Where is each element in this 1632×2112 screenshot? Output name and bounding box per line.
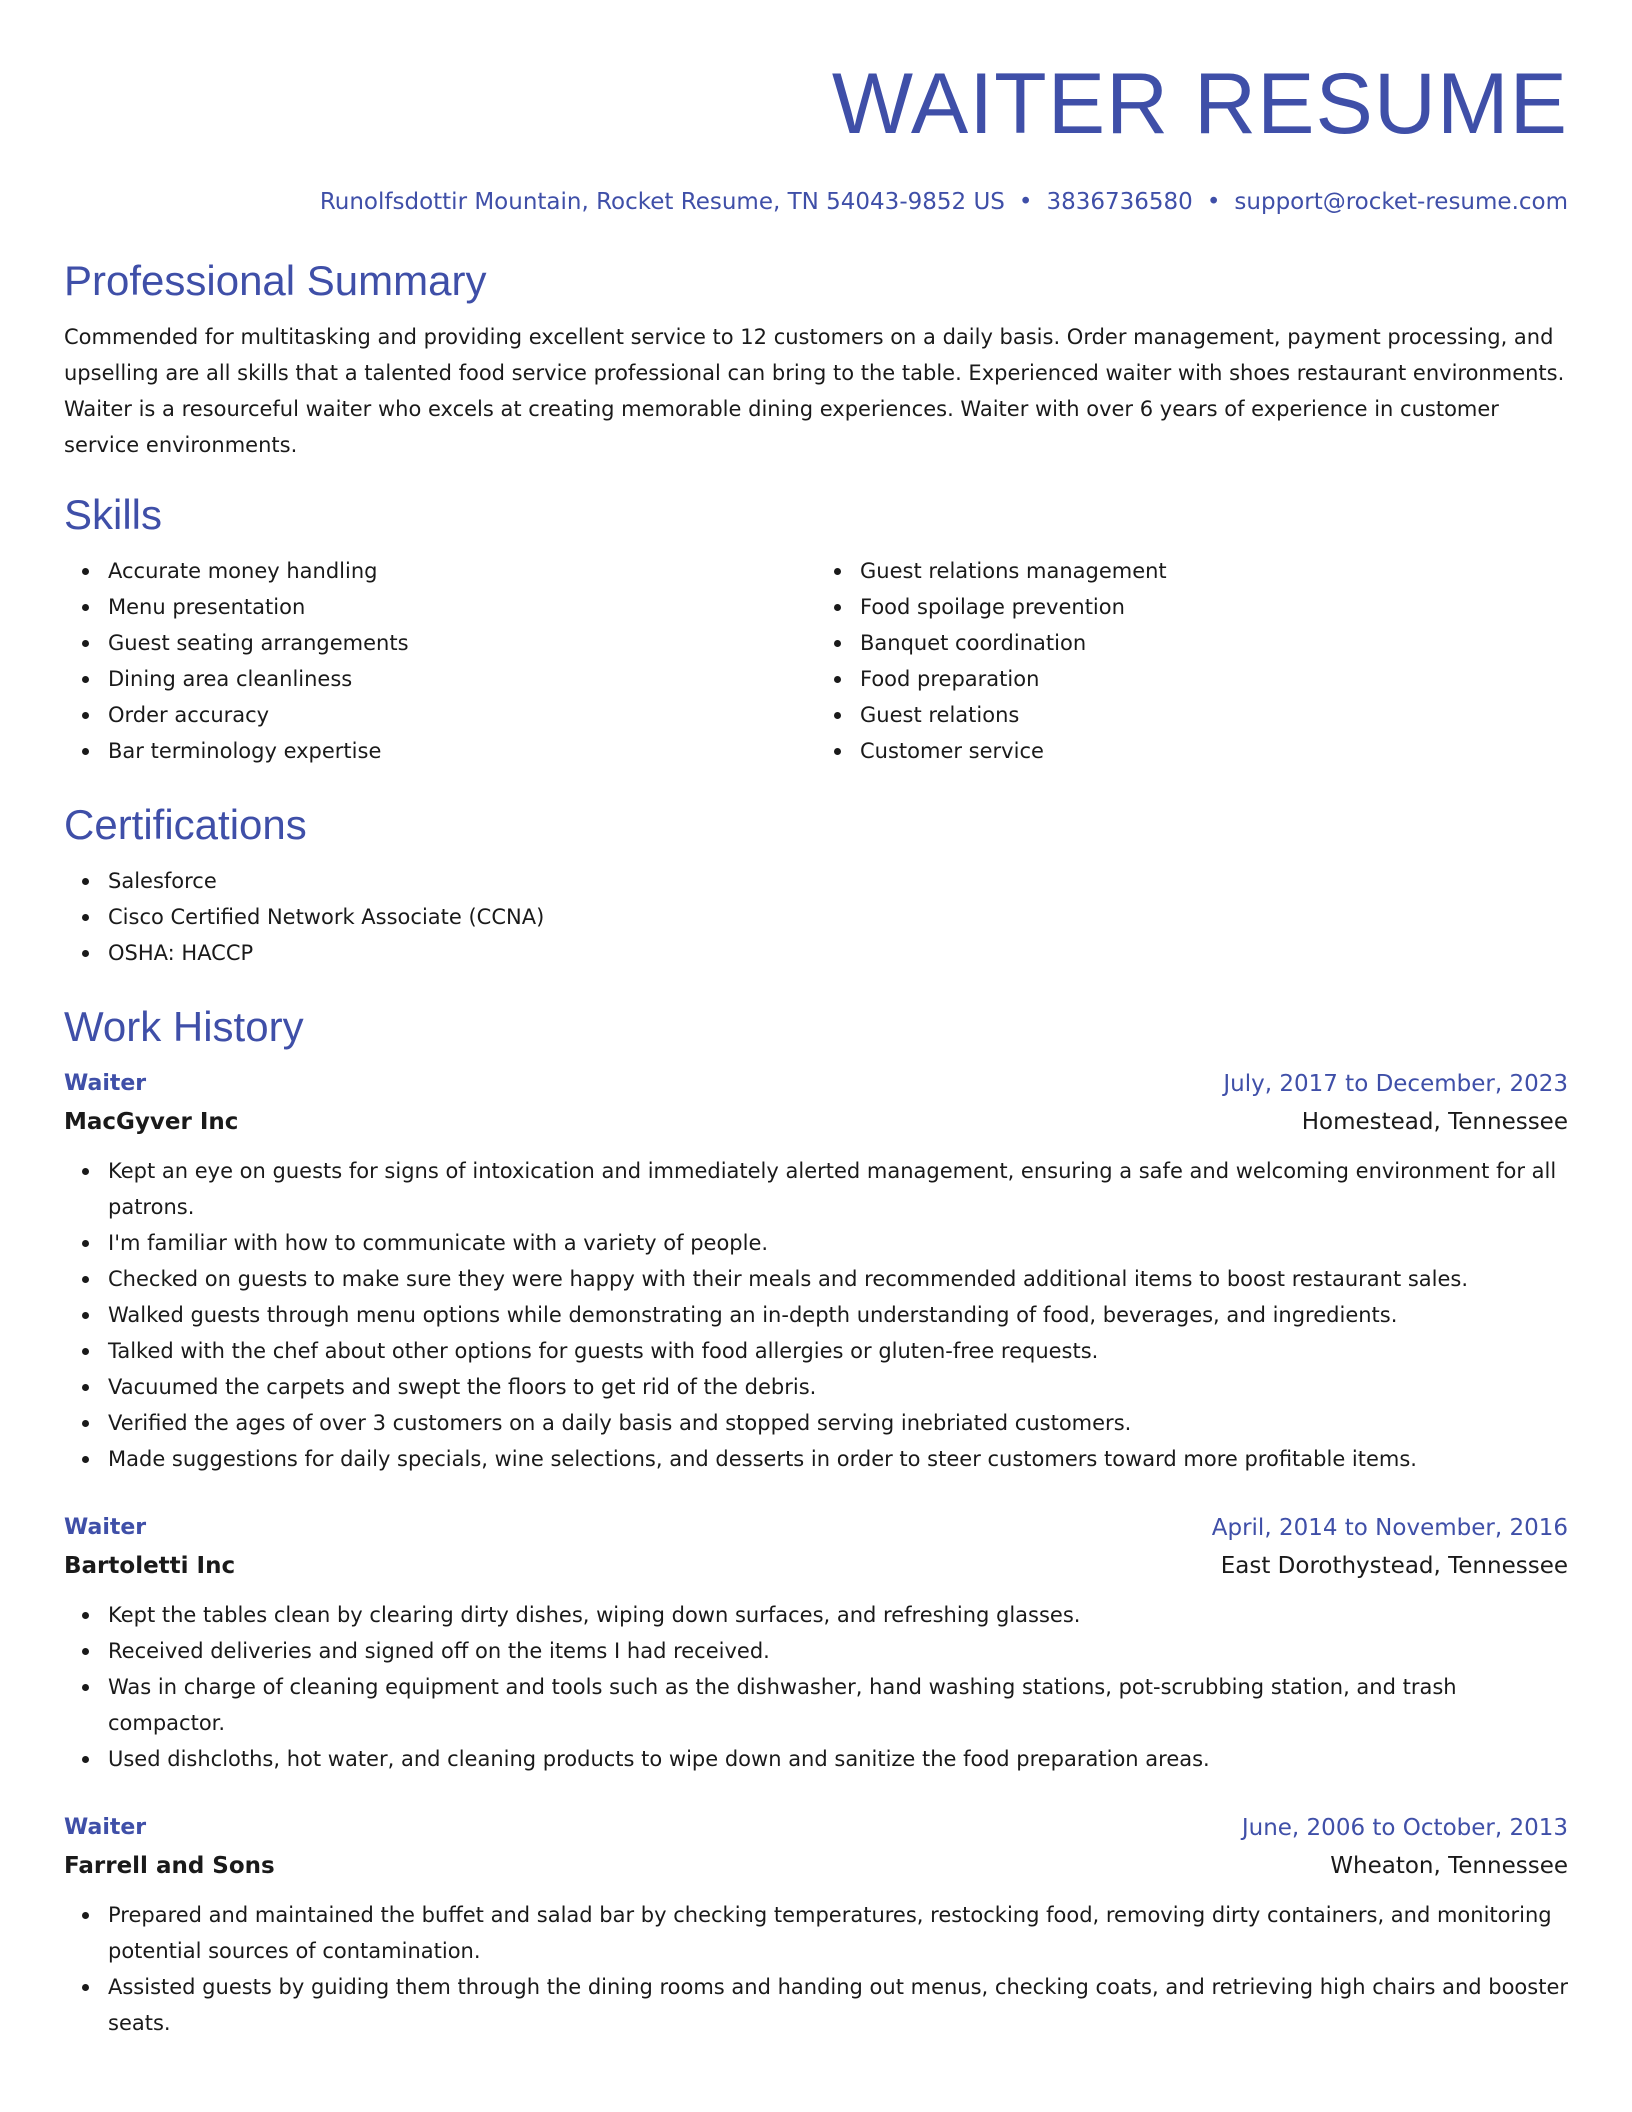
job-company-row bbox=[64, 1103, 1568, 1141]
skill-item: Guest relations bbox=[860, 697, 1568, 733]
skill-item: Food spoilage prevention bbox=[860, 589, 1568, 625]
job-header-row bbox=[64, 1509, 1568, 1547]
skills-list-right bbox=[816, 553, 1568, 769]
work-history-heading: Work History bbox=[64, 1003, 304, 1050]
summary-text: Commended for multitasking and providing excellent service to 12 customers on a daily basis. Order management, payment processing, and upselling are all skills that a talented food service professional can bring to the table. Experienced waiter with shoes restaurant environments. Waiter is a resourceful waiter who excels at creating memorable dining experiences. Waiter with over 6 years of experience in customer service environments. bbox=[64, 325, 1565, 457]
skill-item: Bar terminology expertise bbox=[108, 733, 816, 769]
job-dates: June, 2006 to October, 2013 bbox=[1241, 1815, 1568, 1841]
skill-item: Dining area cleanliness bbox=[108, 661, 816, 697]
job-header-row bbox=[64, 1809, 1568, 1847]
job-bullet: Received deliveries and signed off on the items I had received. bbox=[108, 1633, 1568, 1669]
resume-page bbox=[64, 0, 1568, 2041]
skill-item: Accurate money handling bbox=[108, 553, 816, 589]
skill-item: Customer service bbox=[860, 733, 1568, 769]
job-bullet: Checked on guests to make sure they were happy with their meals and recommended additional items to boost restaurant sales. bbox=[108, 1261, 1568, 1297]
separator-dot: • bbox=[1018, 189, 1033, 215]
certifications-heading: Certifications bbox=[64, 801, 307, 848]
skill-item: Menu presentation bbox=[108, 589, 816, 625]
email-link[interactable]: support@rocket-resume.com bbox=[1234, 189, 1568, 215]
job-company-row bbox=[64, 1847, 1568, 1885]
job-entry bbox=[64, 1509, 1568, 1777]
skill-item: Food preparation bbox=[860, 661, 1568, 697]
job-location: Wheaton, Tennessee bbox=[1330, 1853, 1568, 1879]
job-bullet: Talked with the chef about other options for guests with food allergies or gluten-free requests. bbox=[108, 1333, 1568, 1369]
job-bullet: Prepared and maintained the buffet and salad bar by checking temperatures, restocking food, removing dirty containers, and monitoring potential sources of contamination. bbox=[108, 1897, 1568, 1969]
job-company: MacGyver Inc bbox=[64, 1109, 239, 1135]
job-entry bbox=[64, 1809, 1568, 2041]
job-bullets bbox=[64, 1153, 1568, 1477]
job-location: East Dorothystead, Tennessee bbox=[1220, 1553, 1568, 1579]
job-company: Farrell and Sons bbox=[64, 1853, 275, 1879]
job-title: Waiter bbox=[64, 1071, 147, 1096]
job-bullets bbox=[64, 1597, 1568, 1777]
job-dates: July, 2017 to December, 2023 bbox=[1223, 1071, 1568, 1097]
job-bullet: Used dishcloths, hot water, and cleaning products to wipe down and sanitize the food preparation areas. bbox=[108, 1741, 1568, 1777]
job-bullet: I'm familiar with how to communicate with a variety of people. bbox=[108, 1225, 1568, 1261]
certification-item: OSHA: HACCP bbox=[108, 935, 1568, 971]
job-company: Bartoletti Inc bbox=[64, 1553, 236, 1579]
skill-item: Banquet coordination bbox=[860, 625, 1568, 661]
contact-line bbox=[64, 187, 1568, 217]
skill-item: Guest seating arrangements bbox=[108, 625, 816, 661]
job-dates: April, 2014 to November, 2016 bbox=[1211, 1515, 1568, 1541]
job-bullet: Kept an eye on guests for signs of intoxication and immediately alerted management, ensuring a safe and welcoming environment for all patrons. bbox=[108, 1153, 1568, 1225]
job-bullet: Walked guests through menu options while demonstrating an in-depth understanding of food, beverages, and ingredients. bbox=[108, 1297, 1568, 1333]
separator-dot: • bbox=[1206, 189, 1221, 215]
certification-item: Cisco Certified Network Associate (CCNA) bbox=[108, 899, 1568, 935]
job-entry bbox=[64, 1065, 1568, 1477]
job-bullet: Verified the ages of over 3 customers on a daily basis and stopped serving inebriated customers. bbox=[108, 1405, 1568, 1441]
certification-item: Salesforce bbox=[108, 863, 1568, 899]
job-bullet: Assisted guests by guiding them through the dining rooms and handing out menus, checking coats, and retrieving high chairs and booster seats. bbox=[108, 1969, 1568, 2041]
job-title: Waiter bbox=[64, 1515, 147, 1540]
job-bullet: Was in charge of cleaning equipment and tools such as the dishwasher, hand washing stations, pot-scrubbing station, and trash compactor. bbox=[108, 1669, 1568, 1741]
job-location: Homestead, Tennessee bbox=[1301, 1109, 1568, 1135]
skills-columns bbox=[64, 553, 1568, 769]
job-company-row bbox=[64, 1547, 1568, 1585]
job-header-row bbox=[64, 1065, 1568, 1103]
job-bullet: Vacuumed the carpets and swept the floors to get rid of the debris. bbox=[108, 1369, 1568, 1405]
phone-text: 3836736580 bbox=[1046, 189, 1193, 215]
job-bullets bbox=[64, 1897, 1568, 2041]
job-bullet: Made suggestions for daily specials, wine selections, and desserts in order to steer customers toward more profitable items. bbox=[108, 1441, 1568, 1477]
job-title: Waiter bbox=[64, 1815, 147, 1840]
job-bullet: Kept the tables clean by clearing dirty dishes, wiping down surfaces, and refreshing glasses. bbox=[108, 1597, 1568, 1633]
address-text: Runolfsdottir Mountain, Rocket Resume, TN 54043-9852 US bbox=[319, 189, 1005, 215]
resume-title: WAITER RESUME bbox=[831, 56, 1568, 152]
skills-heading: Skills bbox=[64, 491, 163, 538]
skill-item: Order accuracy bbox=[108, 697, 816, 733]
certifications-list bbox=[64, 863, 1568, 971]
skill-item: Guest relations management bbox=[860, 553, 1568, 589]
summary-heading: Professional Summary bbox=[64, 257, 487, 304]
skills-list-left bbox=[64, 553, 816, 769]
